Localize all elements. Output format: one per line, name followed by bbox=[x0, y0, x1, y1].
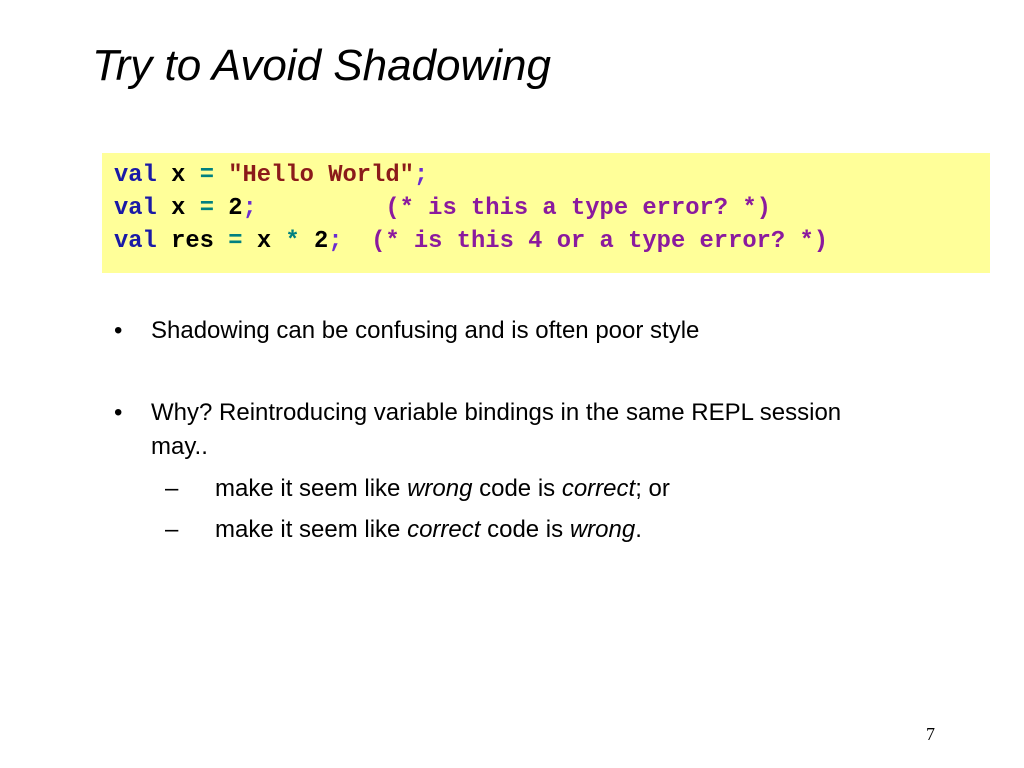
code-identifier: x bbox=[256, 228, 272, 255]
code-punctuation: ; bbox=[413, 162, 429, 189]
code-operator: = bbox=[199, 195, 214, 222]
code-comment: (* is this a type error? *) bbox=[385, 195, 771, 222]
code-operator: = bbox=[199, 162, 214, 189]
code-identifier bbox=[257, 195, 386, 222]
code-identifier bbox=[214, 195, 228, 222]
code-string: "Hello World" bbox=[228, 162, 414, 189]
sub-bullet-segment: . bbox=[635, 516, 642, 543]
code-identifier bbox=[157, 162, 171, 189]
code-punctuation: ; bbox=[328, 228, 343, 255]
code-line bbox=[114, 159, 990, 192]
sub-bullet-segment: make it seem like bbox=[215, 475, 408, 502]
bullet-text: Why? Reintroducing variable bindings in the same REPL session bbox=[151, 399, 842, 426]
code-identifier: x bbox=[171, 162, 186, 189]
sub-bullet-segment: ; or bbox=[635, 475, 670, 502]
sub-bullet-emphasis: correct bbox=[561, 475, 636, 502]
code-punctuation: ; bbox=[242, 195, 257, 222]
sub-bullet-segment: code is bbox=[472, 475, 562, 502]
code-line bbox=[114, 192, 990, 225]
code-identifier bbox=[214, 228, 228, 255]
sub-bullet-text bbox=[215, 513, 642, 547]
bullet-marker: • bbox=[114, 399, 123, 426]
code-identifier bbox=[343, 228, 372, 255]
code-identifier bbox=[271, 228, 285, 255]
code-line bbox=[114, 225, 990, 258]
code-operator: = bbox=[228, 228, 243, 255]
code-comment: (* is this 4 or a type error? *) bbox=[371, 228, 829, 255]
code-operator: * bbox=[285, 228, 300, 255]
sub-bullet-emphasis: correct bbox=[407, 516, 481, 543]
sub-bullet-text bbox=[215, 472, 670, 506]
code-identifier bbox=[157, 195, 171, 222]
code-identifier bbox=[243, 228, 257, 255]
sub-bullet-segment: make it seem like bbox=[215, 516, 408, 543]
code-block bbox=[102, 153, 990, 273]
sub-bullet-segment: code is bbox=[480, 516, 570, 543]
sub-bullet-emphasis: wrong bbox=[569, 516, 636, 543]
code-identifier bbox=[300, 228, 314, 255]
slide-title: Try to Avoid Shadowing bbox=[92, 41, 551, 90]
page-number: 7 bbox=[926, 724, 935, 744]
bullet-text: Shadowing can be confusing and is often poor style bbox=[151, 317, 700, 344]
bullet-text-continued: may.. bbox=[151, 433, 208, 460]
code-identifier bbox=[185, 195, 199, 222]
code-number: 2 bbox=[228, 195, 243, 222]
code-identifier bbox=[214, 162, 228, 189]
code-number: 2 bbox=[313, 228, 329, 255]
sub-bullet-marker: – bbox=[165, 516, 179, 543]
code-identifier: x bbox=[171, 195, 186, 222]
code-keyword: val bbox=[114, 195, 157, 222]
code-keyword: val bbox=[114, 228, 157, 255]
code-keyword: val bbox=[114, 162, 157, 189]
sub-bullet-emphasis: wrong bbox=[407, 475, 473, 502]
code-identifier: res bbox=[171, 228, 214, 255]
code-identifier bbox=[157, 228, 171, 255]
sub-bullet-marker: – bbox=[165, 475, 179, 502]
code-identifier bbox=[185, 162, 199, 189]
bullet-marker: • bbox=[114, 317, 123, 344]
